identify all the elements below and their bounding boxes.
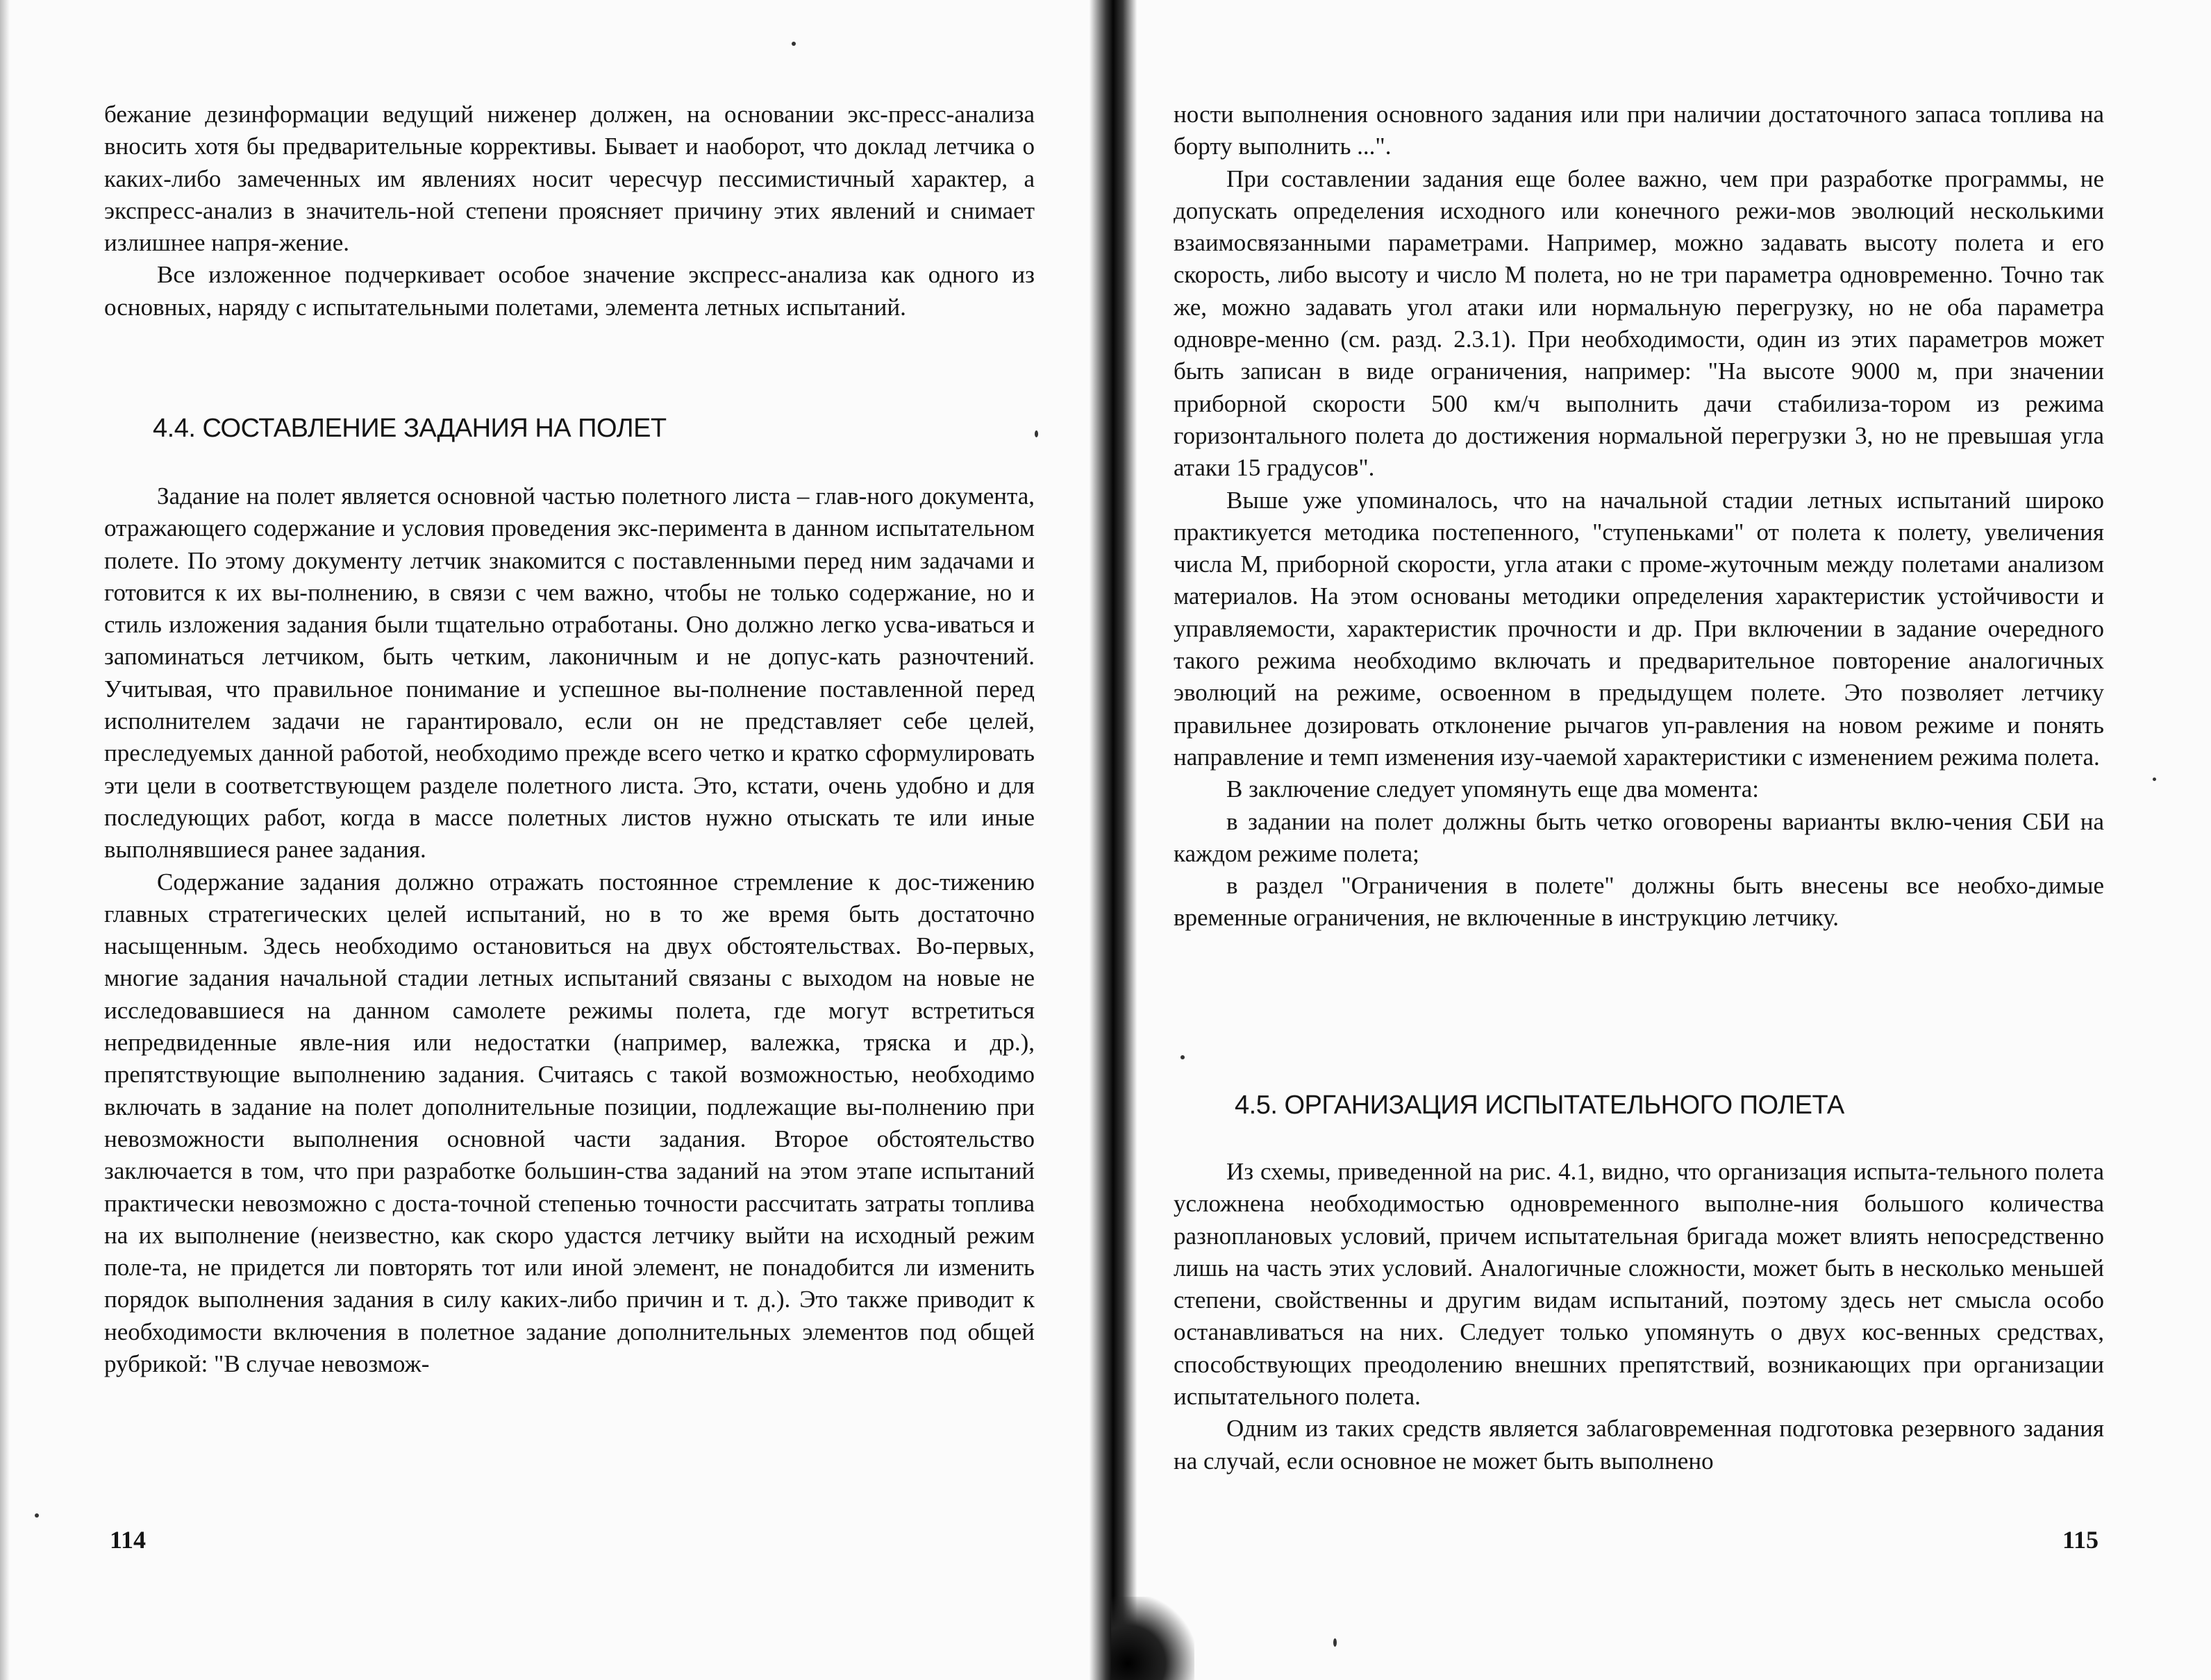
- page-number-right: 115: [2062, 1526, 2099, 1554]
- paragraph: Задание на полет является основной частью полетного листа – глав-ного документа, отражающего содержание и условия проведения экс-перимента в данном испытательном полете. По этому документу летчик знакомится с поставленными перед ним задачами и готовится к их вы-полнению, в связи с чем важно, чтобы не только содержание, но и стиль изложения задания были тщательно отработаны. Оно должно легко усва-иваться и запоминаться летчиком, быть четким, лаконичным и не допус-кать разночтений. Учитывая, что правильное понимание и успешное вы-полнение поставленной перед исполнителем задачи не гарантировало, если он не представляет себе целей, преследуемых данной работой, необходимо прежде всего четко и кратко сформулировать эти цели в соответствующем разделе полетного листа. Это, кстати, очень удобно и для последующих работ, когда в массе полетных листов нужно отыскать те или иные выполнявшиеся ранее задания.: [104, 482, 1035, 864]
- paragraph: Одним из таких средств является заблаговременная подготовка резервного задания на случай, если основное не может быть выполнено: [1174, 1415, 2104, 1475]
- scan-speck: [1035, 430, 1038, 437]
- paragraph: в раздел "Ограничения в полете" должны быть внесены все необхо-димые временные ограничения, не включенные в инструкцию летчику.: [1174, 872, 2104, 932]
- left-page-section-text: [104, 480, 1035, 1380]
- left-page-intro-text: [104, 99, 1035, 324]
- paragraph: При составлении задания еще более важно, чем при разработке программы, не допускать определения исходного или конечного режи-мов эволюций несколькими взаимосвязанными параметрами. Например, можно задавать высоту полета и его скорость, либо высоту и число М полета, но не три параметра одновременно. Точно так же, можно задавать угол атаки или нормальную перегрузку, но не оба параметра одновре-менно (см. разд. 2.3.1). При необходимости, один из этих параметров может быть записан в виде ограничения, например: "На высоте 9000 м, при значении приборной скорости 500 км/ч выполнить дачи стабилиза-тором из режима горизонтального полета до достижения нормальной перегрузки 3, но не превышая угла атаки 15 градусов".: [1174, 165, 2104, 482]
- scan-speck: [2153, 778, 2156, 781]
- section-heading-4-4: 4.4. СОСТАВЛЕНИЕ ЗАДАНИЯ НА ПОЛЕТ: [153, 414, 667, 443]
- scan-speck: [792, 42, 796, 46]
- scan-speck: [35, 1513, 39, 1518]
- right-page-section-text: [1174, 1156, 2104, 1477]
- scan-speck: [1333, 1638, 1337, 1647]
- paragraph: В заключение следует упомянуть еще два момента:: [1226, 775, 1759, 803]
- paragraph: бежание дезинформации ведущий нижeнер должен, на основании экс-пресс-анализа вносить хотя бы предварительные коррективы. Бывает и наоборот, что доклад летчика о каких-либо замеченных им явлениях носит чересчур пессимистичный характер, а экспресс-анализ в значитель-ной степени проясняет причину этих явлений и снимает излишнее напря-жение.: [104, 101, 1035, 257]
- right-page-intro-text: [1174, 99, 2104, 934]
- left-page-edge-shadow: [0, 0, 10, 1680]
- scan-speck: [1180, 1055, 1185, 1059]
- section-heading-4-5: 4.5. ОРГАНИЗАЦИЯ ИСПЫТАТЕЛЬНОГО ПОЛЕТА: [1235, 1091, 1844, 1120]
- paragraph: Содержание задания должно отражать постоянное стремление к дос-тижению главных стратегических целей испытаний, но в то же время быть достаточно насыщенным. Здесь необходимо остановиться на двух обстоятельствах. Во-первых, многие задания начальной стадии летных испытаний связаны с выходом на новые не исследовавшиеся на данном самолете режимы полета, где могут встретиться непредвиденные явле-ния или недостатки (например, валежка, тряска и др.), препятствующие выполнению задания. Считаясь с такой возможностью, необходимо включать в задание на полет дополнительные позиции, подлежащие вы-полнению при невозможности выполнения основной части задания. Второе обстоятельство заключается в том, что при разработке большин-ства заданий на этом этапе испытаний практически невозможно с доста-точной степенью точности рассчитать затраты топлива на их выполнение (неизвестно, как скоро удастся летчику выйти на исходный режим поле-та, не придется ли повторять тот или иной элемент, не понадобится ли изменить порядок выполнения задания в силу каких-либо причин и т. д.). Это также приводит к необходимости включения в полетное задание дополнительных элементов под общей рубрикой: "В случае невозмож-: [104, 868, 1035, 1378]
- paragraph: Все изложенное подчеркивает особое значение экспресс-анализа как одного из основных, наряду с испытательными полетами, элемента летных испытаний.: [104, 261, 1035, 321]
- paragraph: ности выполнения основного задания или при наличии достаточного запаса топлива на борту выполнить ...".: [1174, 101, 2104, 160]
- book-spine-shadow: [1089, 0, 1137, 1680]
- paragraph: Из схемы, приведенной на рис. 4.1, видно, что организация испыта-тельного полета усложнена необходимостью одновременного выполне-ния большого количества разноплановых условий, причем испытательная бригада может влиять непосредственно лишь на часть этих условий. Аналогичные сложности, может быть в несколько меньшей степени, свойственны и другим видам испытаний, поэтому здесь нет смысла особо останавливаться на них. Следует только упомянуть о двух кос-венных средствах, способствующих преодолению внешних препятствий, возникающих при организации испытательного полета.: [1174, 1158, 2104, 1411]
- paragraph: Выше уже упоминалось, что на начальной стадии летных испытаний широко практикуется методика постепенного, "ступеньками" от полета к полету, увеличения числа М, приборной скорости, угла атаки с проме-жуточным между полетами анализом материалов. На этом основаны методики определения характеристик устойчивости и управляемости, характеристик прочности и др. При включении в задание очередного такого режима необходимо включать и предварительное повторение аналогичных эволюций на режиме, освоенном в предыдущем полете. Это позволяет летчику правильнее дозировать отклонение рычагов уп-равления на новом режиме и понять направление и темп изменения изу-чаемой характеристики с изменением режима полета.: [1174, 486, 2104, 771]
- book-spine-corner-shadow: [1111, 1597, 1194, 1680]
- paragraph: в задании на полет должны быть четко оговорены варианты вклю-чения СБИ на каждом режиме полета;: [1174, 807, 2104, 867]
- page-number-left: 114: [110, 1526, 147, 1554]
